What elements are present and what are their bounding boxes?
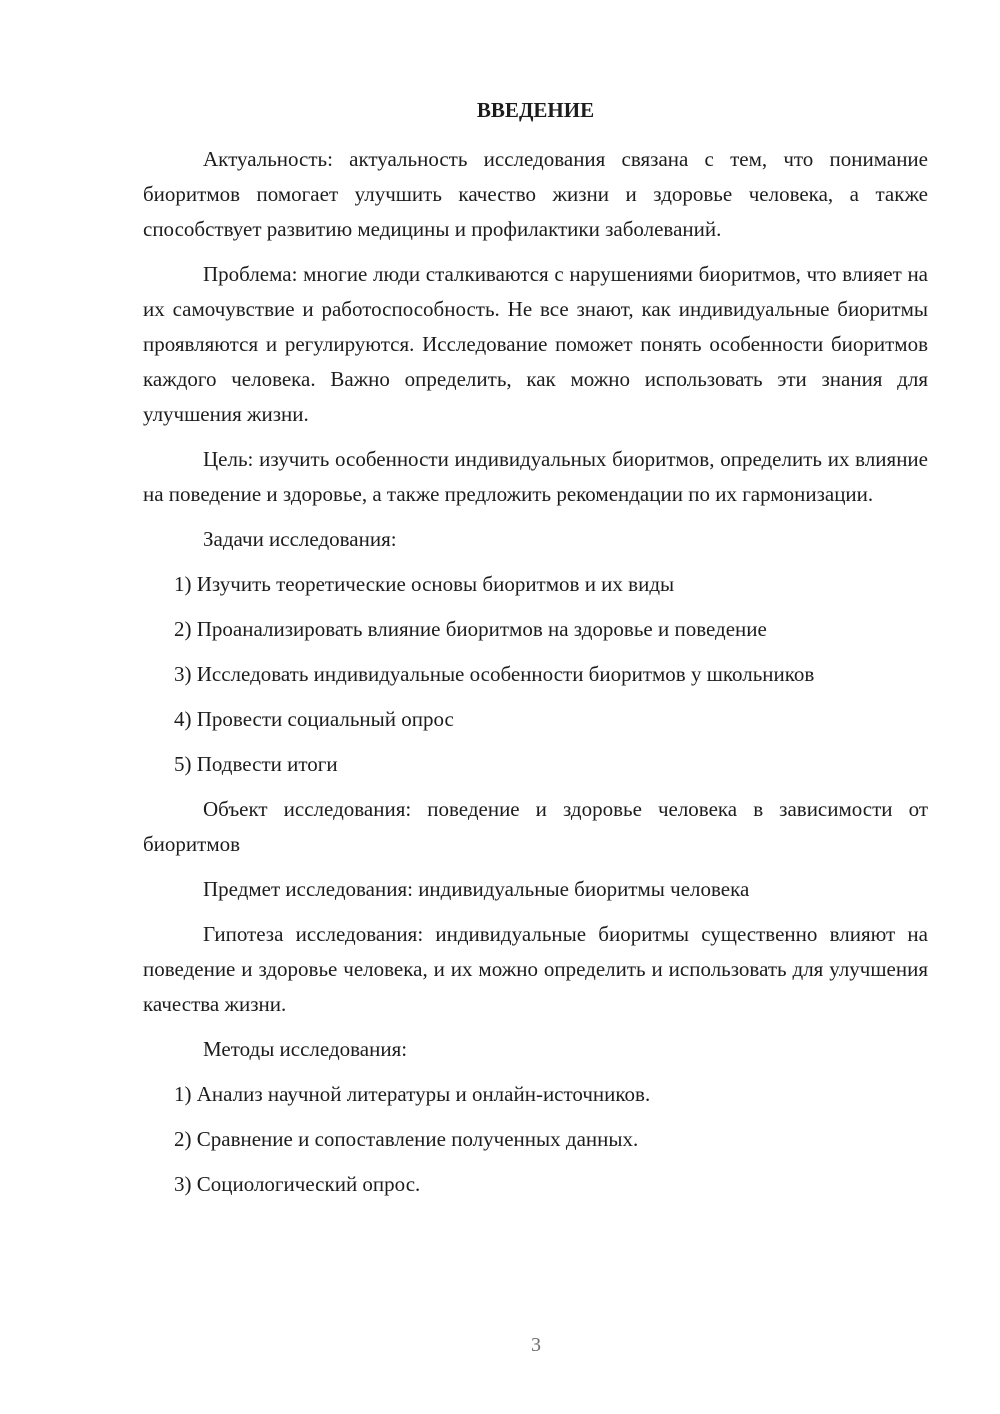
method-item: 2) Сравнение и сопоставление полученных данных.	[174, 1127, 639, 1151]
tasks-heading: Задачи исследования:	[203, 527, 397, 551]
paragraph-subject: Предмет исследования: индивидуальные биоритмы человека	[203, 877, 750, 901]
paragraph-hypothesis: Гипотеза исследования: индивидуальные биоритмы существенно влияют на поведение и здоровье человека, и их можно определить и использовать для улучшения качества жизни.	[143, 922, 928, 1016]
task-item: 5) Подвести итоги	[174, 752, 338, 776]
method-item: 3) Социологический опрос.	[174, 1172, 421, 1196]
task-item: 4) Провести социальный опрос	[174, 707, 454, 731]
method-item: 1) Анализ научной литературы и онлайн-источников.	[174, 1082, 651, 1106]
document-body	[143, 142, 928, 1202]
paragraph-relevance: Актуальность: актуальность исследования связана с тем, что понимание биоритмов помогает улучшить качество жизни и здоровье человека, а также способствует развитию медицины и профилактики заболеваний.	[143, 147, 928, 241]
task-item: 2) Проанализировать влияние биоритмов на здоровье и поведение	[174, 617, 767, 641]
task-item: 3) Исследовать индивидуальные особенности биоритмов у школьников	[174, 662, 815, 686]
paragraph-problem: Проблема: многие люди сталкиваются с нарушениями биоритмов, что влияет на их самочувствие и работоспособность. Не все знают, как индивидуальные биоритмы проявляются и регулируются. Исследование поможет понять особенности биоритмов каждого человека. Важно определить, как можно использовать эти знания для улучшения жизни.	[143, 262, 928, 426]
task-item: 1) Изучить теоретические основы биоритмов и их виды	[174, 572, 675, 596]
page-title: ВВЕДЕНИЕ	[476, 98, 595, 122]
page-number: 3	[531, 1334, 541, 1356]
methods-heading: Методы исследования:	[203, 1037, 408, 1061]
paragraph-object: Объект исследования: поведение и здоровье человека в зависимости от биоритмов	[143, 797, 928, 856]
paragraph-goal: Цель: изучить особенности индивидуальных биоритмов, определить их влияние на поведение и здоровье, а также предложить рекомендации по их гармонизации.	[143, 447, 928, 506]
